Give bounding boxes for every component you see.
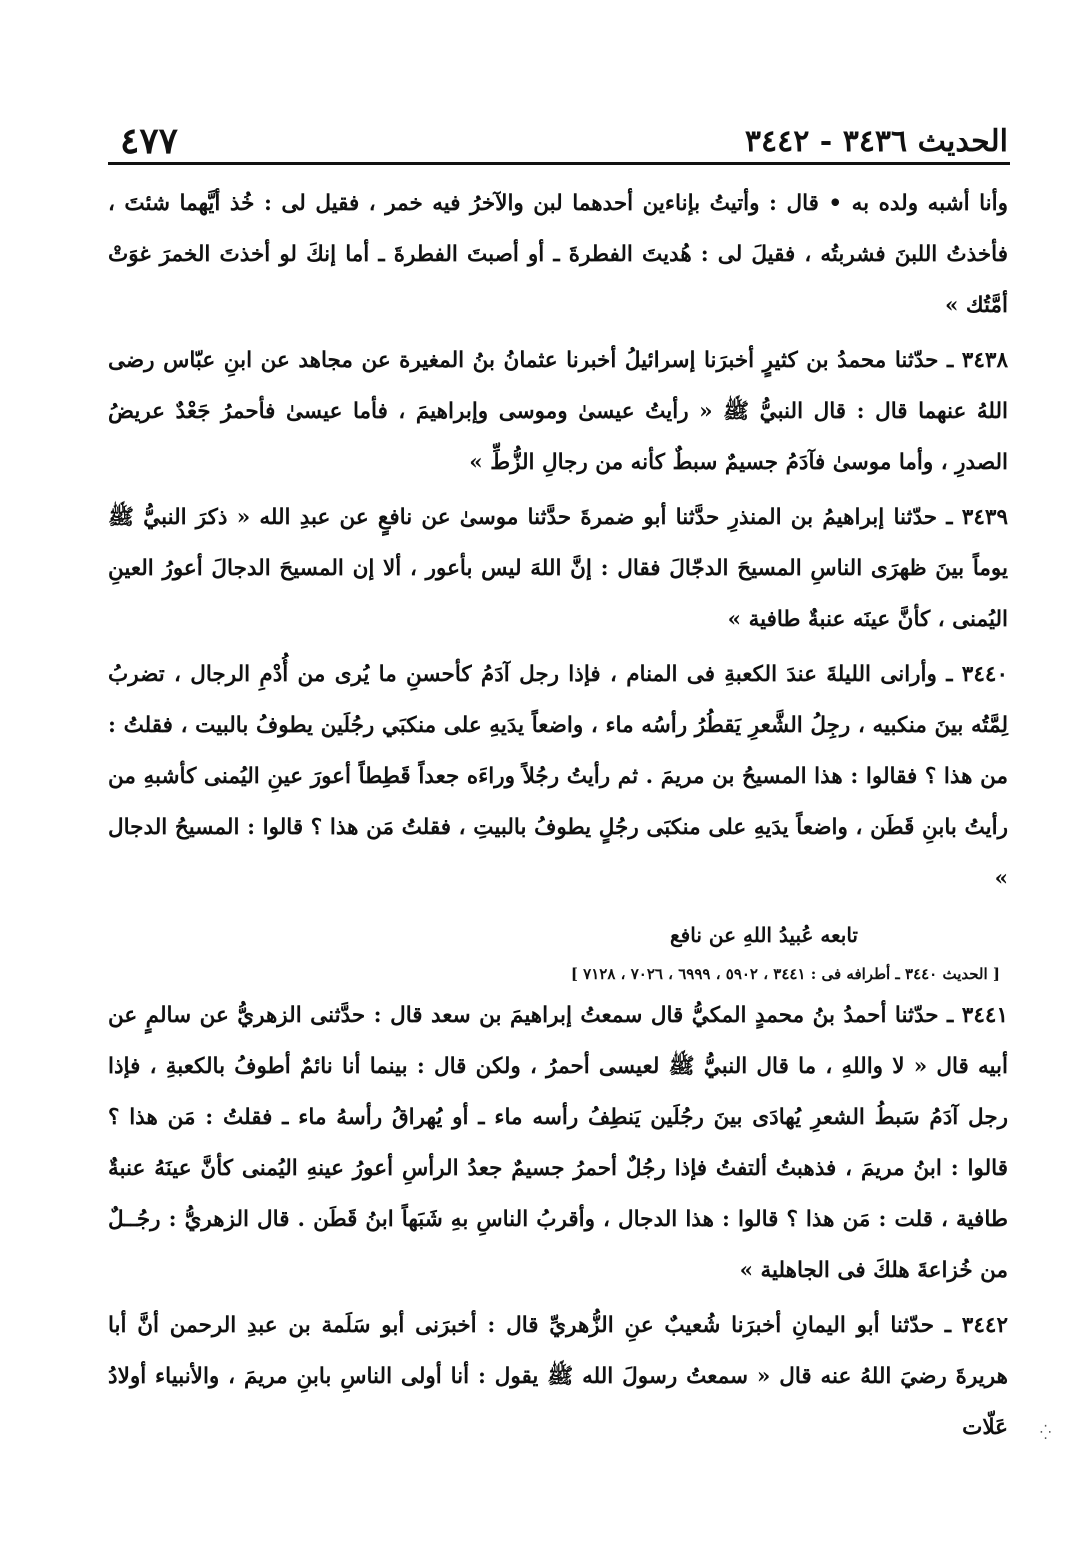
hadith-3438: ٣٤٣٨ ـ حدّثنا محمدُ بن كثيرٍ أخبرَنا إسرائيلُ أخبرنا عثمانُ بنُ المغيرة عن مجاهد عن ابنِ عبّاس رضى اللهُ عنهما قال : قال النبيُّ ﷺ « رأيتُ عيسىٰ وموسى وإبراهيمَ ، فأما عيسىٰ فأحمرُ جَعْدٌ عريضُ الصدرِ ، وأما موسىٰ فآدَمُ جسيمٌ سبطٌ كأنه من رجالِ الزُّطِّ » xyxy=(108,348,1008,475)
page-number: ٤٧٧ xyxy=(120,120,179,162)
header-divider xyxy=(108,162,1010,165)
hadith-3437-continuation: وأنا أشبه ولده به • قال : وأتيتُ بإناءين أحدهما لبن والآخرُ فيه خمر ، فقيل لى : خُذ أيَّهما شئتَ ، فأخذتُ اللبنَ فشربتُه ، فقيلَ لى : هُديتَ الفطرةَ ـ أو أصبتَ الفطرةَ ـ أما إنكَ لو أخذتَ الخمرَ غوَتْ أمَّتُك » xyxy=(108,191,1008,318)
scan-speck: ⁛ xyxy=(1040,1425,1052,1441)
page-body xyxy=(108,178,1008,1457)
atraf-references: [ الحديث ٣٤٤٠ ـ أطرافه فى : ٣٤٤١ ، ٥٩٠٢ ، ٦٩٩٩ ، ٧٠٢٦ ، ٧١٢٨ ] xyxy=(570,965,1000,983)
page-header xyxy=(108,118,1008,162)
mutaba-note: تابعه عُبيدُ اللهِ عن نافع xyxy=(670,923,858,947)
hadith-3439: ٣٤٣٩ ـ حدّثنا إبراهيمُ بن المنذرِ حدَّثنا أبو ضمرةَ حدَّثنا موسىٰ عن نافعٍ عن عبدِ الله « ذكرَ النبيُّ ﷺ يوماً بينَ ظهرَى الناسِ المسيحَ الدجّالَ فقال : إنَّ اللهَ ليس بأعور ، ألا إن المسيحَ الدجالَ أعورُ العينِ اليُمنى ، كأنَّ عينَه عنبةٌ طافية » xyxy=(108,505,1008,632)
hadith-range-title: الحديث ٣٤٣٦ - ٣٤٤٢ xyxy=(744,124,1008,159)
hadith-3440: ٣٤٤٠ ـ وأرانى الليلةَ عندَ الكعبةِ فى المنام ، فإذا رجل آدَمُ كأحسنِ ما يُرى من أُدْمِ الرجال ، تضربُ لِمَّتُه بينَ منكبيه ، رجِلُ الشَّعرِ يَقطُرُ رأسُه ماء ، واضعاً يدَيهِ على منكبَي رجُلَين يطوفُ بالبيت ، فقلتُ : من هذا ؟ فقالوا : هذا المسيحُ بن مريمَ . ثم رأيتُ رجُلاً وراءَه جعداً قَطِطاً أعورَ عينِ اليُمنى كأشبهِ من رأيتُ بابنِ قَطَن ، واضعاً يدَيهِ على منكبَى رجُلٍ يطوفُ بالبيتِ ، فقلتُ مَن هذا ؟ قالوا : المسيحُ الدجال » xyxy=(108,662,1008,891)
hadith-3442: ٣٤٤٢ ـ حدّثنا أبو اليمانِ أخبرَنا شُعيبٌ عنِ الزُّهريِّ قال : أخبرَنى أبو سَلَمة بن عبدِ الرحمن أنَّ أبا هريرةَ رضيَ اللهُ عنه قال « سمعتُ رسولَ الله ﷺ يقول : أنا أولى الناسِ بابنِ مريمَ ، والأنبياء أولادُ عَلّات xyxy=(108,1313,1008,1440)
hadith-3441: ٣٤٤١ ـ حدّثنا أحمدُ بنُ محمدٍ المكيُّ قال سمعتُ إبراهيمَ بن سعد قال : حدَّثنى الزهريُّ عن سالمٍ عن أبيه قال « لا واللهِ ، ما قال النبيُّ ﷺ لعيسى أحمرُ ، ولكن قال : بينما أنا نائمٌ أطوفُ بالكعبةِ ، فإذا رجل آدَمُ سَبطُ الشعرِ يُهادَى بينَ رجُلَين يَنطِفُ رأسه ماء ـ أو يُهراقُ رأسهُ ماء ـ فقلتُ : مَن هذا ؟ قالوا : ابنُ مريمَ ، فذهبتُ ألتفتُ فإذا رجُلٌ أحمرُ جسيمٌ جعدُ الرأسِ أعورُ عينهِ اليُمنى كأنَّ عينَهُ عنبةٌ طافية ، قلت : مَن هذا ؟ قالوا : هذا الدجال ، وأقربُ الناسِ بهِ شَبَهاً ابنُ قَطَن . قال الزهريُّ : رجُــلٌ من خُزاعةَ هلكَ فى الجاهلية » xyxy=(108,1003,1008,1283)
